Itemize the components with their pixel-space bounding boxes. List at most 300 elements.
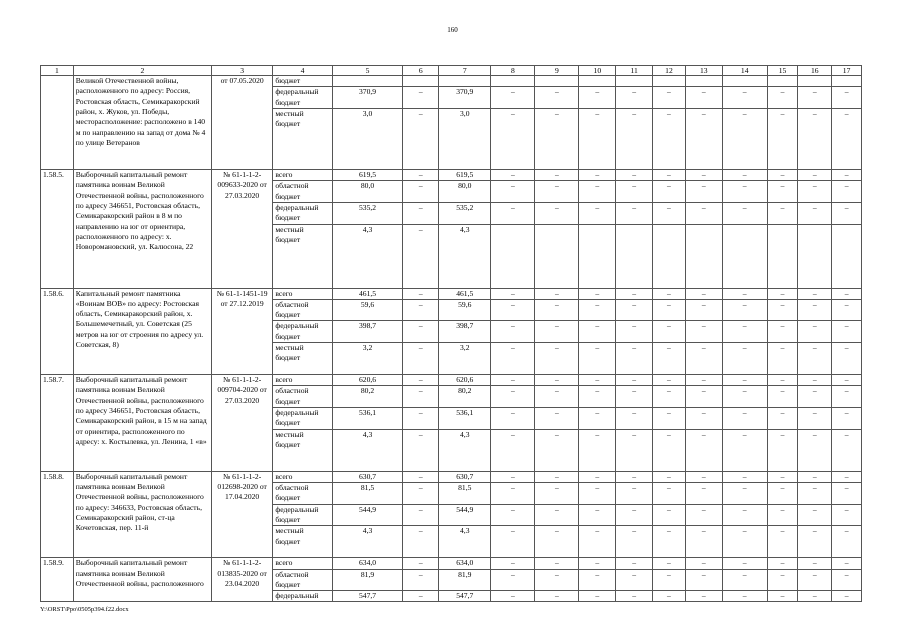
amount-col11: – xyxy=(616,169,653,180)
amount-col12: – xyxy=(653,408,686,430)
amount-col8: – xyxy=(491,482,535,504)
amount-col13: – xyxy=(685,471,722,482)
amount-total: 398,7 xyxy=(332,321,403,343)
amount-col16: – xyxy=(798,288,832,299)
amount-col12: – xyxy=(653,87,686,109)
amount-col11: – xyxy=(616,321,653,343)
amount-total: 536,1 xyxy=(332,408,403,430)
item-number: 1.58.7. xyxy=(41,375,74,472)
amount-col11: – xyxy=(616,569,653,591)
amount-col6: – xyxy=(403,526,439,558)
amount-col7: 3,0 xyxy=(439,108,491,169)
funding-source: федеральный бюджет xyxy=(273,321,332,343)
amount-col10: – xyxy=(579,169,616,180)
amount-col14: – xyxy=(722,591,767,602)
amount-col10: – xyxy=(579,375,616,386)
amount-col9: – xyxy=(535,288,579,299)
funding-source: федеральный бюджет xyxy=(273,504,332,526)
amount-col13: – xyxy=(685,288,722,299)
amount-total: 59,6 xyxy=(332,299,403,321)
amount-col13: – xyxy=(685,569,722,591)
amount-col9: – xyxy=(535,299,579,321)
amount-col6: – xyxy=(403,299,439,321)
amount-col12: – xyxy=(653,482,686,504)
amount-col13: – xyxy=(685,375,722,386)
amount-col11: – xyxy=(616,375,653,386)
column-number: 12 xyxy=(653,66,686,76)
amount-col15: – xyxy=(767,591,798,602)
amount-col6: – xyxy=(403,169,439,180)
object-description: Выборочный капитальный ремонт памятника воинам Великой Отечественной войны, расположенного по адресу 346651, Ростовская область, Семикаракорский район, в 15 м на запад от ориентира, расположенного по адресу: х. Костылевка, ул. Ленина, 1 «в» xyxy=(73,375,211,472)
amount-col8: – xyxy=(491,375,535,386)
amount-col8: – xyxy=(491,87,535,109)
amount-col6: – xyxy=(403,591,439,602)
amount-col11: – xyxy=(616,591,653,602)
amount-col15 xyxy=(767,76,798,87)
amount-col12: – xyxy=(653,375,686,386)
amount-col10: – xyxy=(579,558,616,569)
column-number: 11 xyxy=(616,66,653,76)
amount-col8 xyxy=(491,76,535,87)
amount-col9: – xyxy=(535,408,579,430)
funding-source: бюджет xyxy=(273,76,332,87)
amount-col10: – xyxy=(579,202,616,224)
amount-col11: – xyxy=(616,343,653,375)
amount-col8: – xyxy=(491,321,535,343)
amount-col6: – xyxy=(403,181,439,203)
amount-col11: – xyxy=(616,181,653,203)
registration-number: № 61-1-1-2-013835-2020 от 23.04.2020 xyxy=(211,558,272,602)
amount-col14: – xyxy=(722,569,767,591)
amount-col7: 81,9 xyxy=(439,569,491,591)
column-number: 15 xyxy=(767,66,798,76)
amount-col16: – xyxy=(798,504,832,526)
amount-col15: – xyxy=(767,108,798,169)
amount-col10: – xyxy=(579,504,616,526)
amount-col16: – xyxy=(798,386,832,408)
amount-col17: – xyxy=(832,569,862,591)
item-number xyxy=(41,76,74,170)
amount-col11: – xyxy=(616,108,653,169)
amount-col11: – xyxy=(616,202,653,224)
amount-col8: – xyxy=(491,504,535,526)
table-row xyxy=(41,558,862,569)
amount-col16: – xyxy=(798,169,832,180)
amount-col14: – xyxy=(722,408,767,430)
amount-col15: – xyxy=(767,408,798,430)
funding-source: местный бюджет xyxy=(273,526,332,558)
page-number: 160 xyxy=(447,26,458,34)
amount-col14: – xyxy=(722,321,767,343)
amount-col6: – xyxy=(403,87,439,109)
amount-col14: – xyxy=(722,375,767,386)
amount-col16: – xyxy=(798,87,832,109)
amount-col11: – xyxy=(616,558,653,569)
column-number: 16 xyxy=(798,66,832,76)
amount-col15: – xyxy=(767,386,798,408)
amount-total: 3,0 xyxy=(332,108,403,169)
amount-col12: – xyxy=(653,288,686,299)
amount-col8: – xyxy=(491,569,535,591)
amount-col17: – xyxy=(832,558,862,569)
funding-source: федеральный бюджет xyxy=(273,202,332,224)
amount-col17 xyxy=(832,224,862,288)
amount-col13: – xyxy=(685,299,722,321)
amount-col9: – xyxy=(535,482,579,504)
amount-total: 461,5 xyxy=(332,288,403,299)
amount-col6: – xyxy=(403,504,439,526)
amount-col9: – xyxy=(535,471,579,482)
amount-col10: – xyxy=(579,569,616,591)
amount-col12: – xyxy=(653,202,686,224)
amount-col7: 634,0 xyxy=(439,558,491,569)
amount-col17 xyxy=(832,76,862,87)
amount-col7: 398,7 xyxy=(439,321,491,343)
amount-col9: – xyxy=(535,108,579,169)
amount-col17: – xyxy=(832,299,862,321)
amount-col12: – xyxy=(653,386,686,408)
amount-col16: – xyxy=(798,471,832,482)
amount-col10: – xyxy=(579,482,616,504)
amount-col13: – xyxy=(685,482,722,504)
amount-total: 4,3 xyxy=(332,429,403,471)
amount-col8: – xyxy=(491,108,535,169)
amount-col10: – xyxy=(579,386,616,408)
amount-col12: – xyxy=(653,181,686,203)
column-number: 9 xyxy=(535,66,579,76)
amount-col9: – xyxy=(535,375,579,386)
amount-total xyxy=(332,76,403,87)
amount-col14: – xyxy=(722,526,767,558)
column-number: 1 xyxy=(41,66,74,76)
amount-col9 xyxy=(535,76,579,87)
amount-col13: – xyxy=(685,343,722,375)
amount-col11: – xyxy=(616,87,653,109)
amount-col10: – xyxy=(579,87,616,109)
amount-col8: – xyxy=(491,471,535,482)
amount-col14 xyxy=(722,76,767,87)
amount-col6: – xyxy=(403,321,439,343)
amount-col10: – xyxy=(579,591,616,602)
funding-source: местный бюджет xyxy=(273,429,332,471)
amount-col17: – xyxy=(832,526,862,558)
amount-col13: – xyxy=(685,429,722,471)
amount-col12 xyxy=(653,76,686,87)
table-row xyxy=(41,169,862,180)
amount-col17: – xyxy=(832,169,862,180)
amount-col12: – xyxy=(653,169,686,180)
amount-col7: 4,3 xyxy=(439,429,491,471)
amount-col15: – xyxy=(767,202,798,224)
amount-col9: – xyxy=(535,526,579,558)
column-number: 17 xyxy=(832,66,862,76)
amount-col6: – xyxy=(403,558,439,569)
amount-col7: 461,5 xyxy=(439,288,491,299)
amount-col16: – xyxy=(798,375,832,386)
amount-col9: – xyxy=(535,569,579,591)
amount-col7: 630,7 xyxy=(439,471,491,482)
table-row xyxy=(41,375,862,386)
amount-col15: – xyxy=(767,87,798,109)
funding-source: всего xyxy=(273,471,332,482)
amount-col16: – xyxy=(798,343,832,375)
amount-col11: – xyxy=(616,482,653,504)
amount-col8: – xyxy=(491,343,535,375)
amount-col13: – xyxy=(685,591,722,602)
table-row xyxy=(41,76,862,87)
amount-total: 3,2 xyxy=(332,343,403,375)
amount-col15: – xyxy=(767,471,798,482)
amount-col12: – xyxy=(653,343,686,375)
amount-col8: – xyxy=(491,408,535,430)
amount-col13: – xyxy=(685,181,722,203)
amount-col16 xyxy=(798,224,832,288)
amount-col7: 547,7 xyxy=(439,591,491,602)
amount-col14: – xyxy=(722,343,767,375)
object-description: Выборочный капитальный ремонт памятника воинам Великой Отечественной войны, расположенного по адресу 346651, Ростовская область, Семикаракорский район в 8 м по направлению на юг от ориентира, расположенного по адресу: х. Новоромановский, ул. Калюсона, 22 xyxy=(73,169,211,288)
amount-col17: – xyxy=(832,108,862,169)
amount-col12: – xyxy=(653,471,686,482)
amount-col12: – xyxy=(653,429,686,471)
amount-col17: – xyxy=(832,482,862,504)
registration-number: № 61-1-1-2-012698-2020 от 17.04.2020 xyxy=(211,471,272,558)
amount-col6: – xyxy=(403,224,439,288)
amount-col6: – xyxy=(403,343,439,375)
amount-col16: – xyxy=(798,202,832,224)
amount-col17: – xyxy=(832,375,862,386)
amount-col17: – xyxy=(832,504,862,526)
amount-col13: – xyxy=(685,108,722,169)
amount-col16: – xyxy=(798,299,832,321)
amount-col6: – xyxy=(403,482,439,504)
amount-col9: – xyxy=(535,504,579,526)
amount-col12: – xyxy=(653,108,686,169)
amount-col14: – xyxy=(722,429,767,471)
amount-col8: – xyxy=(491,591,535,602)
amount-col6: – xyxy=(403,408,439,430)
item-number: 1.58.9. xyxy=(41,558,74,602)
amount-col15: – xyxy=(767,429,798,471)
amount-col12: – xyxy=(653,321,686,343)
amount-total: 619,5 xyxy=(332,169,403,180)
column-number: 10 xyxy=(579,66,616,76)
registration-number: № 61-1-1-2-009704-2020 от 27.03.2020 xyxy=(211,375,272,472)
amount-col16: – xyxy=(798,429,832,471)
column-number: 14 xyxy=(722,66,767,76)
amount-col15: – xyxy=(767,504,798,526)
amount-col9: – xyxy=(535,429,579,471)
amount-col15: – xyxy=(767,569,798,591)
funding-source: всего xyxy=(273,375,332,386)
amount-col10: – xyxy=(579,408,616,430)
amount-col9: – xyxy=(535,343,579,375)
amount-col11: – xyxy=(616,504,653,526)
amount-col6: – xyxy=(403,202,439,224)
amount-col11: – xyxy=(616,408,653,430)
amount-col14: – xyxy=(722,87,767,109)
amount-col11: – xyxy=(616,386,653,408)
amount-total: 620,6 xyxy=(332,375,403,386)
amount-col9: – xyxy=(535,558,579,569)
amount-col13: – xyxy=(685,87,722,109)
amount-col13: – xyxy=(685,202,722,224)
amount-col12: – xyxy=(653,504,686,526)
amount-col16: – xyxy=(798,108,832,169)
amount-col7: 80,2 xyxy=(439,386,491,408)
amount-col17: – xyxy=(832,181,862,203)
amount-col14: – xyxy=(722,288,767,299)
object-description: Капитальный ремонт памятника «Воинам ВОВ» по адресу: Ростовская область, Семикаракорский район, х. Большемечетный, ул. Советская (25 метров на юг от строения по адресу ул. Советская, 8) xyxy=(73,288,211,375)
amount-col9: – xyxy=(535,591,579,602)
amount-col14: – xyxy=(722,202,767,224)
amount-col16: – xyxy=(798,526,832,558)
amount-col10: – xyxy=(579,288,616,299)
amount-col15: – xyxy=(767,482,798,504)
amount-col15: – xyxy=(767,321,798,343)
amount-col17: – xyxy=(832,386,862,408)
budget-allocation-table xyxy=(40,65,862,602)
funding-source: областной бюджет xyxy=(273,299,332,321)
amount-col14: – xyxy=(722,108,767,169)
amount-total: 80,2 xyxy=(332,386,403,408)
amount-total: 370,9 xyxy=(332,87,403,109)
funding-source: всего xyxy=(273,558,332,569)
funding-source: областной бюджет xyxy=(273,181,332,203)
amount-col9: – xyxy=(535,169,579,180)
amount-col8: – xyxy=(491,558,535,569)
amount-col8: – xyxy=(491,299,535,321)
column-number: 8 xyxy=(491,66,535,76)
item-number: 1.58.8. xyxy=(41,471,74,558)
amount-col7: 81,5 xyxy=(439,482,491,504)
amount-col10: – xyxy=(579,471,616,482)
funding-source: местный бюджет xyxy=(273,108,332,169)
amount-col7: 619,5 xyxy=(439,169,491,180)
amount-col11: – xyxy=(616,288,653,299)
amount-col16: – xyxy=(798,408,832,430)
funding-source: федеральный бюджет xyxy=(273,87,332,109)
amount-col6: – xyxy=(403,288,439,299)
amount-col15: – xyxy=(767,288,798,299)
amount-col7: 544,9 xyxy=(439,504,491,526)
object-description: Выборочный капитальный ремонт памятника воинам Великой Отечественной войны, расположенного xyxy=(73,558,211,602)
amount-col10: – xyxy=(579,526,616,558)
amount-col7: 370,9 xyxy=(439,87,491,109)
column-number: 4 xyxy=(273,66,332,76)
funding-source: всего xyxy=(273,288,332,299)
amount-col6: – xyxy=(403,375,439,386)
amount-col12: – xyxy=(653,558,686,569)
amount-col15: – xyxy=(767,558,798,569)
registration-number: № 61-1-1-2-009633-2020 от 27.03.2020 xyxy=(211,169,272,288)
amount-col6: – xyxy=(403,471,439,482)
amount-col7: 620,6 xyxy=(439,375,491,386)
amount-col17: – xyxy=(832,429,862,471)
amount-col17: – xyxy=(832,591,862,602)
amount-col11: – xyxy=(616,299,653,321)
amount-col11: – xyxy=(616,429,653,471)
amount-col10: – xyxy=(579,181,616,203)
amount-col7: 59,6 xyxy=(439,299,491,321)
amount-col14: – xyxy=(722,386,767,408)
amount-col16 xyxy=(798,76,832,87)
amount-col8: – xyxy=(491,429,535,471)
column-number: 6 xyxy=(403,66,439,76)
amount-col12: – xyxy=(653,569,686,591)
amount-col14: – xyxy=(722,169,767,180)
amount-col14: – xyxy=(722,299,767,321)
amount-col17: – xyxy=(832,202,862,224)
amount-col14 xyxy=(722,224,767,288)
amount-col7: 4,3 xyxy=(439,224,491,288)
amount-col17: – xyxy=(832,87,862,109)
funding-source: федеральный бюджет xyxy=(273,408,332,430)
column-number: 7 xyxy=(439,66,491,76)
amount-col10: – xyxy=(579,108,616,169)
amount-col12: – xyxy=(653,591,686,602)
funding-source: местный бюджет xyxy=(273,343,332,375)
amount-col16: – xyxy=(798,558,832,569)
amount-total: 544,9 xyxy=(332,504,403,526)
amount-col10 xyxy=(579,224,616,288)
amount-col10: – xyxy=(579,429,616,471)
amount-col13: – xyxy=(685,408,722,430)
amount-col16: – xyxy=(798,321,832,343)
amount-col6 xyxy=(403,76,439,87)
amount-col16: – xyxy=(798,181,832,203)
amount-col15: – xyxy=(767,526,798,558)
amount-total: 4,3 xyxy=(332,526,403,558)
funding-source: федеральный xyxy=(273,591,332,602)
amount-col15: – xyxy=(767,375,798,386)
amount-total: 547,7 xyxy=(332,591,403,602)
amount-col17: – xyxy=(832,321,862,343)
amount-col8: – xyxy=(491,181,535,203)
table-row xyxy=(41,471,862,482)
amount-col14: – xyxy=(722,482,767,504)
amount-col13: – xyxy=(685,558,722,569)
amount-col13: – xyxy=(685,504,722,526)
amount-col15: – xyxy=(767,343,798,375)
amount-col13: – xyxy=(685,526,722,558)
amount-col8 xyxy=(491,224,535,288)
amount-col9: – xyxy=(535,202,579,224)
amount-col8: – xyxy=(491,526,535,558)
amount-col14: – xyxy=(722,504,767,526)
amount-col11 xyxy=(616,224,653,288)
amount-col17: – xyxy=(832,408,862,430)
amount-col16: – xyxy=(798,591,832,602)
amount-col6: – xyxy=(403,429,439,471)
amount-col17: – xyxy=(832,288,862,299)
amount-col10: – xyxy=(579,321,616,343)
amount-col14: – xyxy=(722,181,767,203)
amount-total: 535,2 xyxy=(332,202,403,224)
object-description: Великой Отечественной войны, расположенного по адресу: Россия, Ростовская область, Семикаракорский район, х. Жуков, ул. Победы, месторасположение: расположено в 140 м по направлению на запад от дома № 4 по улице Ветеранов xyxy=(73,76,211,170)
funding-source: местный бюджет xyxy=(273,224,332,288)
registration-number: № 61-1-1451-19 от 27.12.2019 xyxy=(211,288,272,375)
funding-source: всего xyxy=(273,169,332,180)
amount-col16: – xyxy=(798,569,832,591)
amount-total: 4,3 xyxy=(332,224,403,288)
table-row xyxy=(41,288,862,299)
amount-col6: – xyxy=(403,386,439,408)
amount-col14: – xyxy=(722,471,767,482)
item-number: 1.58.5. xyxy=(41,169,74,288)
amount-col7: 535,2 xyxy=(439,202,491,224)
object-description: Выборочный капитальный ремонт памятника воинам Великой Отечественной войны, расположенного по адресу: 346633, Ростовская область, Семикаракорский район, ст-ца Кочетовская, пер. 11-й xyxy=(73,471,211,558)
column-number: 3 xyxy=(211,66,272,76)
